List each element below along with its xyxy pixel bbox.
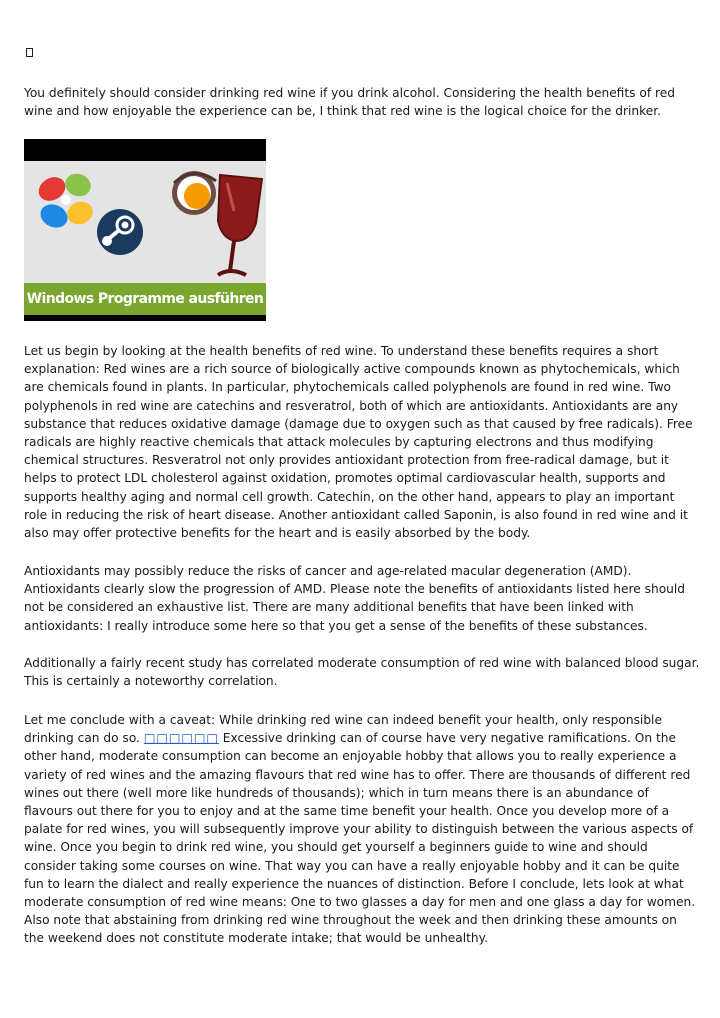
inline-link[interactable]: □□□□□□: [143, 731, 219, 746]
conclusion-paragraph: [24, 711, 700, 948]
health-benefits-paragraph: Let us begin by looking at the health benefits of red wine. To understand these benefits requires a short explanation: Red wines are a rich source of biologically active compounds known as phytochemicals, which are chemicals found in plants. In particular, phytochemicals called polyphenols are found in red wine. Two polyphenols in red wine are catechins and resveratrol, both of which are antioxidants. Antioxidants are any substance that reduces oxidative damage (damage due to oxygen such as that caused by free radicals). Free radicals are highly reactive chemicals that attack molecules by capturing electrons and thus modifying chemical structures. Resveratrol not only provides antioxidant protection from free-radical damage, but it helps to protect LDL cholesterol against oxidation, promotes optimal cardiovascular health, supports and supports healthy aging and normal cell growth. Catechin, on the other hand, appears to play an important role in reducing the risk of heart disease. Another antioxidant called Saponin, is also found in red wine and it also may offer protective benefits for the heart and is easily absorbed by the body.: [24, 344, 693, 541]
image-banner-text: Windows Programme ausführen: [24, 283, 266, 315]
intro-paragraph: You definitely should consider drinking red wine if you drink alcohol. Considering the health benefits of red wine and how enjoyable the experience can be, I think that red wine is the logical choice for the drinker.: [24, 86, 675, 119]
missing-glyph-icon: [26, 48, 33, 57]
app-logos-illustration: [24, 161, 266, 283]
wine-glass-icon: [218, 175, 262, 275]
conclusion-text-after: Excessive drinking can of course have very negative ramifications. On the other hand, moderate consumption can become an enjoyable hobby that allows you to really experience a variety of red wines and the amazing flavours that red wine has to offer. There are thousands of different red wines out there (well more like hundreds of thousands); which in turn means there is an abundance of flavours out there for you to enjoy and at the same time benefit your health. Once you develop more of a palate for red wines, you will subsequently improve your ability to distinguish between the various aspects of wine. Once you begin to drink red wine, you should get yourself a beginners guide to wine and should consider taking some courses on wine. That way you can have a really enjoyable hobby and it can be quite fun to learn the dialect and really experience the nuances of distinction. Before I conclude, lets look at what moderate consumption of red wine means: One to two glasses a day for men and one glass a day for women. Also note that abstaining from drinking red wine throughout the week and then drinking these amounts on the weekend does not constitute moderate intake; that would be unhealthy.: [24, 731, 696, 946]
orange-app-logo-icon: [172, 171, 216, 215]
image-panel: [24, 161, 266, 307]
antioxidants-paragraph: Antioxidants may possibly reduce the risks of cancer and age-related macular degeneration (AMD). Antioxidants clearly slow the progression of AMD. Please note the benefits of antioxidants listed here should not be considered an exhaustive list. There are many additional benefits that have been linked with antioxidants: I really introduce some here so that you get a sense of the benefits of these substances.: [24, 564, 686, 633]
clover-logo-icon: [34, 170, 96, 232]
study-paragraph: Additionally a fairly recent study has correlated moderate consumption of red wine with balanced blood sugar. This is certainly a noteworthy correlation.: [24, 656, 700, 689]
article-image: [24, 139, 266, 321]
conclusion-text-before: Let me conclude with a caveat: While drinking red wine can indeed benefit your health, only responsible drinking can do so.: [24, 713, 662, 746]
steam-logo-icon: [97, 209, 143, 255]
